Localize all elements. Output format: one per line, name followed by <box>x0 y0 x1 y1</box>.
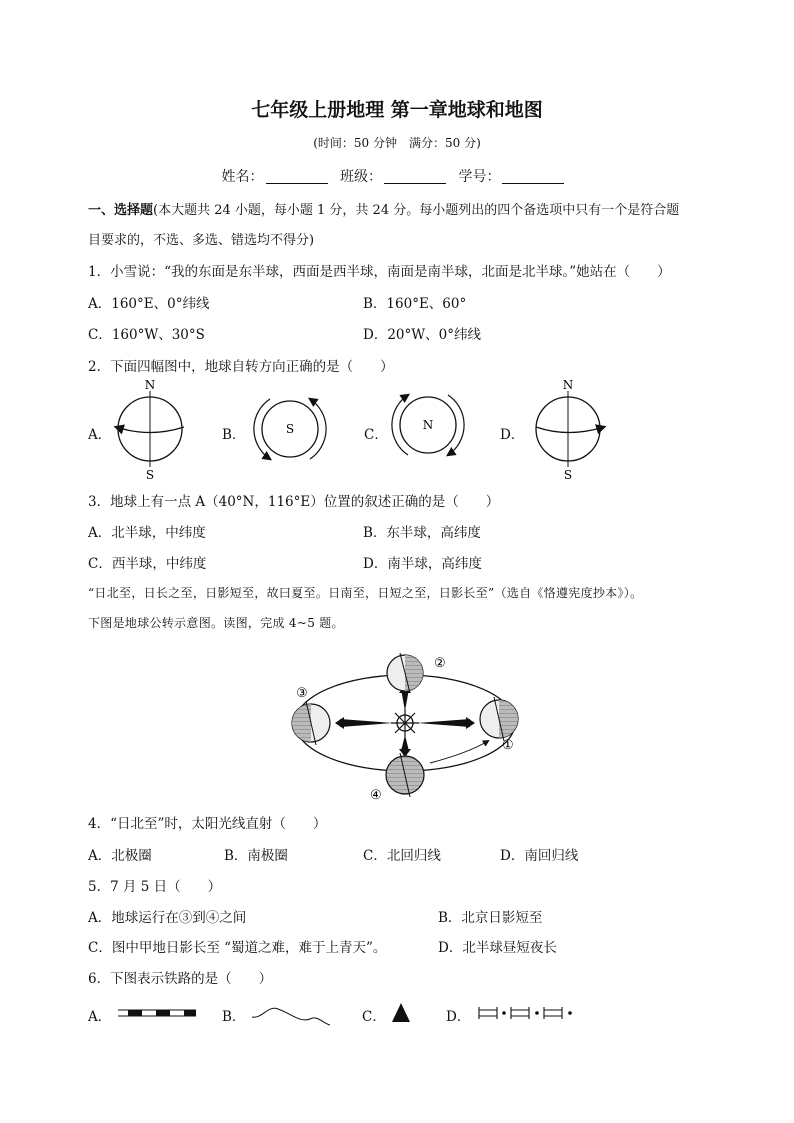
q1-stem: 1．小雪说：“我的东面是东半球，西面是西半球，南面是南半球，北面是北半球。”她站在（ ） <box>88 264 671 280</box>
class-label: 班级： <box>340 169 382 185</box>
q1-option-b[interactable]: B．160°E、60° <box>363 296 467 312</box>
position-1-label: ① <box>502 738 514 753</box>
q6-option-a[interactable]: A． <box>88 1009 112 1025</box>
globe-d-icon <box>536 378 604 480</box>
q3-option-d[interactable]: D．南半球，高纬度 <box>363 556 482 572</box>
q2-option-b[interactable]: B． <box>222 427 246 443</box>
q4-option-c[interactable]: C．北回归线 <box>363 848 441 864</box>
q1-option-d[interactable]: D．20°W、0°纬线 <box>363 327 481 343</box>
earth-3-icon <box>292 701 330 745</box>
student-info <box>0 166 794 186</box>
south-label: S <box>285 422 295 436</box>
q3-option-c[interactable]: C．西半球，中纬度 <box>88 556 207 572</box>
south-label: S <box>563 468 573 480</box>
q5-option-b[interactable]: B．北京日影短至 <box>438 910 543 926</box>
class-blank[interactable] <box>384 169 446 184</box>
section-desc: 目要求的，不选、多选、错选均不得分) <box>88 233 315 248</box>
q2-option-c[interactable]: C． <box>364 427 388 443</box>
q5-stem: 5．7 月 5 日（ ） <box>88 879 222 895</box>
position-3-label: ③ <box>296 686 308 701</box>
name-label: 姓名： <box>221 169 264 185</box>
q5-option-a[interactable]: A．地球运行在③到④之间 <box>88 910 247 926</box>
exam-info: (时间：50 分钟 满分：50 分) <box>313 136 481 150</box>
railway-symbol-icon <box>118 1010 196 1016</box>
river-symbol-icon <box>252 1008 330 1025</box>
south-label: S <box>145 468 155 480</box>
q2-stem: 2．下面四幅图中，地球自转方向正确的是（ ） <box>88 359 394 375</box>
passage-line-1: “日北至，日长之至，日影短至，故曰夏至。日南至，日短之至，日影长至”（选自《恪遵宪度抄本》）。 <box>88 586 643 600</box>
q1-option-c[interactable]: C．160°W、30°S <box>88 327 205 343</box>
q3-stem: 3．地球上有一点 A（40°N，116°E）位置的叙述正确的是（ ） <box>88 494 500 510</box>
id-blank[interactable] <box>502 169 564 184</box>
boundary-symbol-icon <box>479 1007 572 1019</box>
id-label: 学号： <box>458 169 501 185</box>
sun-icon <box>391 709 419 737</box>
name-blank[interactable] <box>266 169 328 184</box>
q4-option-d[interactable]: D．南回归线 <box>500 848 579 864</box>
q5-option-d[interactable]: D．北半球昼短夜长 <box>438 940 557 956</box>
position-4-label: ④ <box>370 788 382 803</box>
q1-option-a[interactable]: A．160°E、0°纬线 <box>88 296 210 312</box>
q4-option-a[interactable]: A．北极圈 <box>88 848 152 864</box>
globe-c-icon <box>392 395 464 455</box>
north-label: N <box>144 378 156 392</box>
q3-option-a[interactable]: A．北半球，中纬度 <box>88 525 206 541</box>
page-title: 七年级上册地理 第一章地球和地图 <box>251 99 543 121</box>
q6-stem: 6．下图表示铁路的是（ ） <box>88 971 273 987</box>
map-symbols <box>0 995 794 1035</box>
q6-option-b[interactable]: B． <box>222 1009 246 1025</box>
globe-b-icon <box>254 399 326 459</box>
q2-option-d[interactable]: D． <box>500 427 525 443</box>
q2-option-a[interactable]: A． <box>88 427 112 443</box>
q6-option-d[interactable]: D． <box>446 1009 471 1025</box>
north-label: N <box>422 418 434 432</box>
q5-option-c[interactable]: C．图中甲地日影长至 “蜀道之难，难于上青天”。 <box>88 940 387 956</box>
globe-a-icon <box>116 378 184 480</box>
north-label: N <box>562 378 574 392</box>
section-heading: 一、选择题(本大题共 24 小题，每小题 1 分，共 24 分。每小题列出的四个备选项中只有一个是符合题 <box>88 203 680 218</box>
peak-symbol-icon <box>392 1003 410 1022</box>
q6-option-c[interactable]: C． <box>362 1009 386 1025</box>
earth-2-icon <box>387 653 423 693</box>
q3-option-b[interactable]: B．东半球，高纬度 <box>363 525 481 541</box>
rotation-diagrams <box>0 375 794 480</box>
earth-4-icon <box>386 753 424 797</box>
orbit-diagram <box>280 645 540 805</box>
passage-line-2: 下图是地球公转示意图。读图，完成 4~5 题。 <box>88 616 344 630</box>
q4-stem: 4．“日北至”时，太阳光线直射（ ） <box>88 816 327 832</box>
q4-option-b[interactable]: B．南极圈 <box>224 848 288 864</box>
position-2-label: ② <box>434 656 446 671</box>
